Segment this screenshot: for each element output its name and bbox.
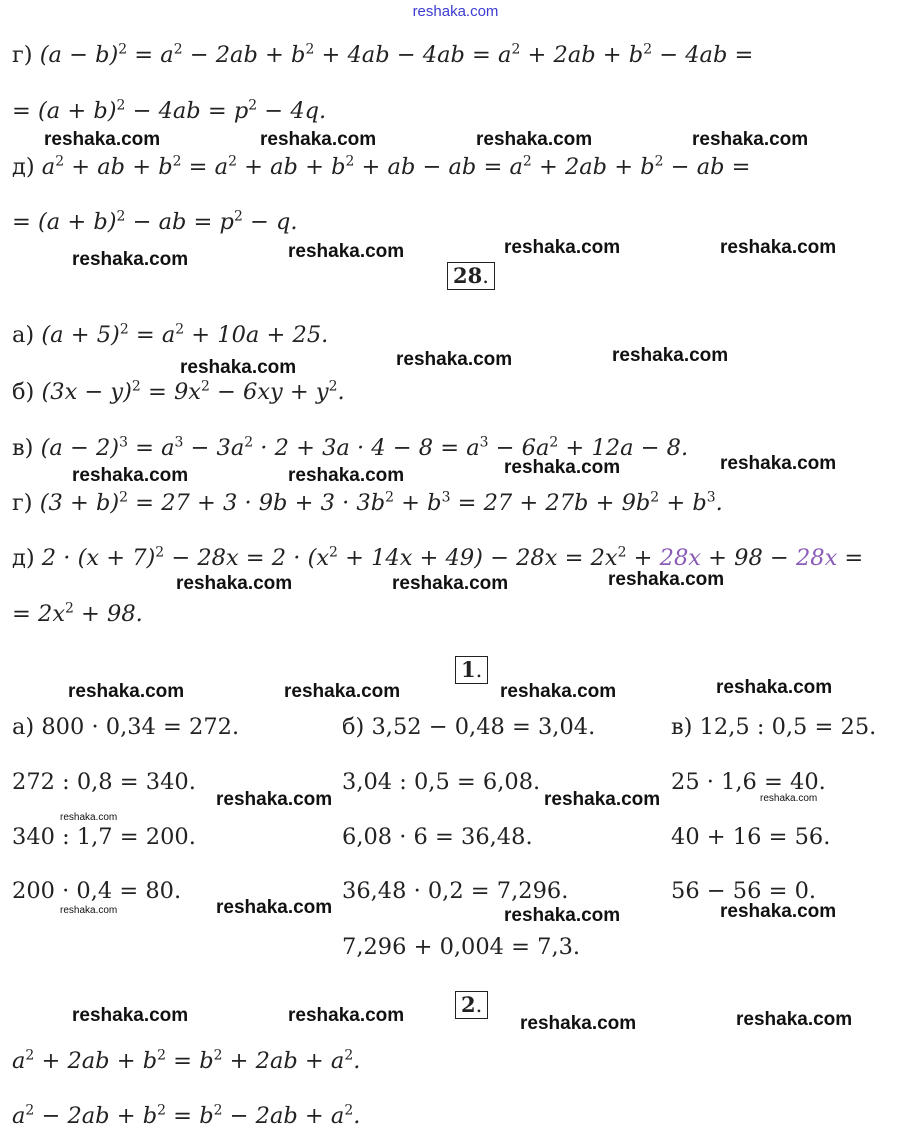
p1-a-line-4: 200 · 0,4 = 80. xyxy=(12,878,182,904)
watermark: reshaka.com xyxy=(72,1005,189,1026)
watermark: reshaka.com xyxy=(284,681,401,702)
watermark: reshaka.com xyxy=(176,573,293,594)
problem-1-number: 1. xyxy=(455,656,488,684)
watermark: reshaka.com xyxy=(288,465,405,486)
prev-d-result: = $(a + b)^2$ − ab = $p^2 - q$. xyxy=(12,208,298,235)
site-header-link[interactable]: reshaka.com xyxy=(412,3,499,20)
prev-g-equation: г) $(a - b)^2 = a^2 - 2ab + b^2 + 4ab - 4ab = a^2 + 2ab + b^2 - 4ab$ = xyxy=(12,41,754,68)
watermark: reshaka.com xyxy=(72,465,189,486)
p1-b-line-5: 7,296 + 0,004 = 7,3. xyxy=(342,934,581,960)
watermark: reshaka.com xyxy=(396,349,513,370)
p2-line-2: $a^2 - 2ab + b^2 = b^2 - 2ab + a^2$. xyxy=(12,1102,361,1129)
p1-b-line-3: 6,08 · 6 = 36,48. xyxy=(342,824,533,850)
p1-v-line-3: 40 + 16 = 56. xyxy=(671,824,831,850)
watermark: reshaka.com xyxy=(520,1013,637,1034)
watermark: reshaka.com xyxy=(692,129,809,150)
watermark: reshaka.com xyxy=(260,129,377,150)
watermark: reshaka.com xyxy=(720,901,837,922)
p1-v-line-1: в) 12,5 : 0,5 = 25. xyxy=(671,714,877,740)
watermark: reshaka.com xyxy=(504,457,621,478)
watermark: reshaka.com xyxy=(500,681,617,702)
watermark: reshaka.com xyxy=(288,1005,405,1026)
p28-b: б) $(3x - y)^2 = 9x^2 - 6xy + y^2$. xyxy=(12,378,345,405)
p1-b-line-1: б) 3,52 − 0,48 = 3,04. xyxy=(342,714,596,740)
watermark: reshaka.com xyxy=(720,453,837,474)
watermark: reshaka.com xyxy=(720,237,837,258)
p28-a: а) $(a + 5)^2 = a^2 + 10a + 25$. xyxy=(12,321,329,348)
p1-b-line-2: 3,04 : 0,5 = 6,08. xyxy=(342,769,541,795)
p1-a-line-3: 340 : 1,7 = 200. xyxy=(12,824,196,850)
watermark: reshaka.com xyxy=(72,249,189,270)
watermark: reshaka.com xyxy=(476,129,593,150)
watermark: reshaka.com xyxy=(180,357,297,378)
watermark: reshaka.com xyxy=(504,905,621,926)
watermark: reshaka.com xyxy=(68,681,185,702)
watermark: reshaka.com xyxy=(288,241,405,262)
watermark: reshaka.com xyxy=(392,573,509,594)
watermark-small: reshaka.com xyxy=(60,905,118,916)
watermark-small: reshaka.com xyxy=(760,793,818,804)
watermark: reshaka.com xyxy=(716,677,833,698)
p1-v-line-4: 56 − 56 = 0. xyxy=(671,878,817,904)
p1-a-line-1: а) 800 · 0,34 = 272. xyxy=(12,714,240,740)
watermark: reshaka.com xyxy=(544,789,661,810)
problem-28-number: 28. xyxy=(447,262,495,290)
p28-d-result: = $2x^2 + 98$. xyxy=(12,600,143,627)
watermark: reshaka.com xyxy=(216,897,333,918)
problem-2-number: 2. xyxy=(455,991,488,1019)
prev-g-result: = $(a + b)^2 - 4ab = p^2 - 4q$. xyxy=(12,97,327,124)
watermark: reshaka.com xyxy=(608,569,725,590)
watermark: reshaka.com xyxy=(612,345,729,366)
p2-line-1: $a^2 + 2ab + b^2 = b^2 + 2ab + a^2$. xyxy=(12,1047,361,1074)
p1-v-line-2: 25 · 1,6 = 40. xyxy=(671,769,826,795)
watermark: reshaka.com xyxy=(736,1009,853,1030)
watermark: reshaka.com xyxy=(44,129,161,150)
p28-v: в) $(a - 2)^3 = a^3 - 3a^2 \cdot 2 + 3a \cdot 4 - 8 = a^3 - 6a^2 + 12a - 8$. xyxy=(12,434,689,461)
p1-b-line-4: 36,48 · 0,2 = 7,296. xyxy=(342,878,569,904)
p28-g: г) $(3 + b)^2 = 27 + 3 \cdot 9b + 3 \cdot 3b^2 + b^3 = 27 + 27b + 9b^2 + b^3$. xyxy=(12,489,723,516)
watermark: reshaka.com xyxy=(504,237,621,258)
prev-d-equation: д) $a^2$ + ab + $b^2 = a^2$ + ab + $b^2$ + ab − ab = $a^2 + 2ab + b^2$ − ab = xyxy=(12,153,751,180)
p28-d: д) $2 \cdot (x + 7)^2 - 28x = 2 \cdot (x^2 + 14x + 49) - 28x = 2x^2 + 28x + 98 - 28x$ = xyxy=(12,544,864,571)
watermark: reshaka.com xyxy=(216,789,333,810)
watermark-small: reshaka.com xyxy=(60,812,118,823)
p1-a-line-2: 272 : 0,8 = 340. xyxy=(12,769,196,795)
